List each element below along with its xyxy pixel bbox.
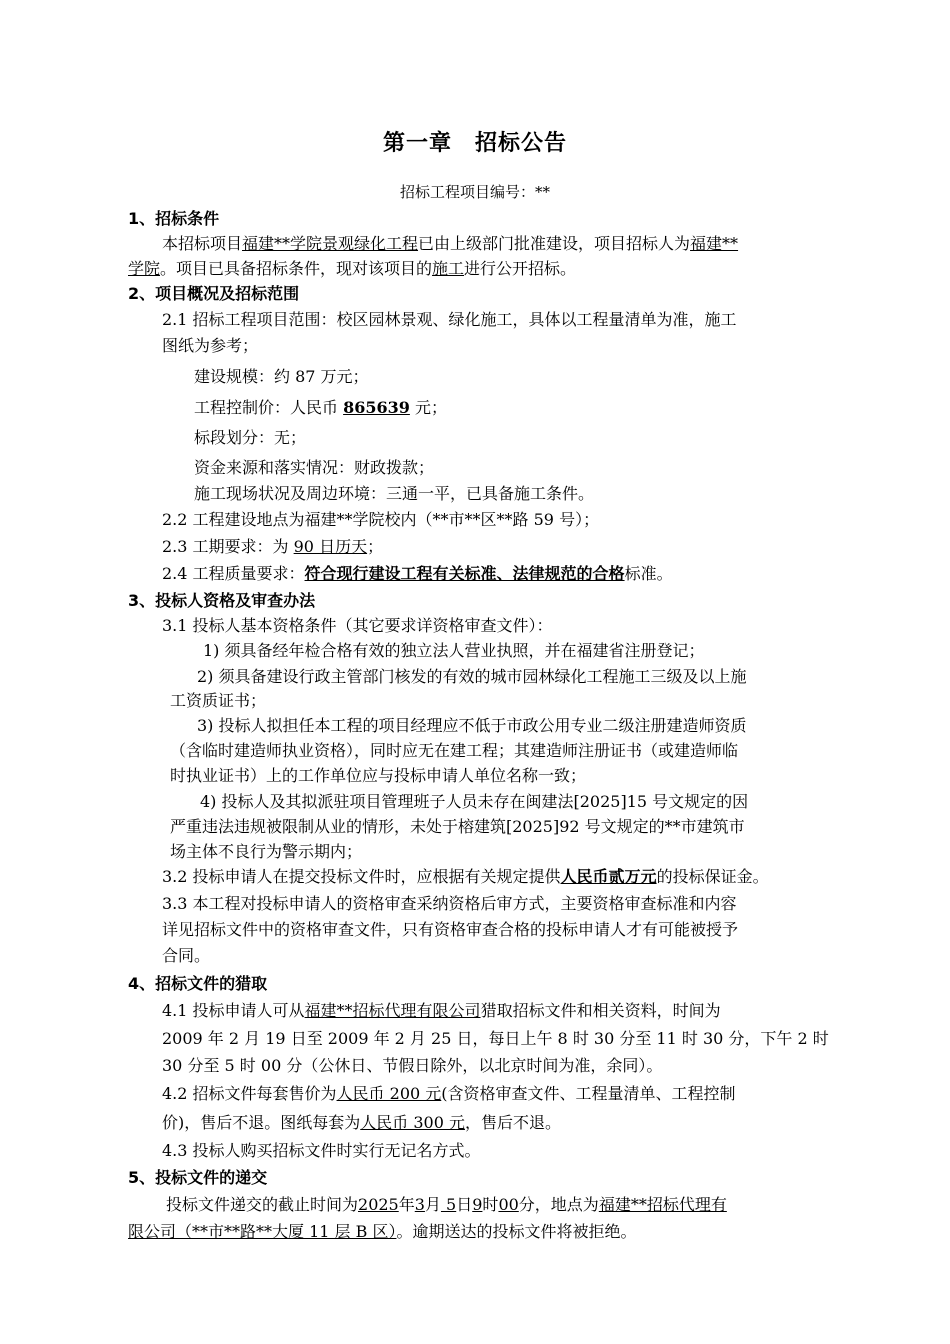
submission-place-part-2: 限公司（**市**路**大厦 11 层 B 区） [128, 1222, 397, 1241]
section-3-line-3-3-cont-1: 详见招标文件中的资格审查文件，只有资格审查合格的投标申请人才有可能被授予 [162, 920, 739, 939]
section-4-line-1: 4.1 投标申请人可从福建**招标代理有限公司猎取招标文件和相关资料，时间为 [162, 1001, 721, 1020]
qualification-item-4-cont-1: 严重违法违规被限制从业的情形，未处于榕建筑[2025]92 号文规定的**市建筑市 [170, 817, 745, 836]
section-5-line-2: 限公司（**市**路**大厦 11 层 B 区）。逾期送达的投标文件将被拒绝。 [128, 1222, 637, 1241]
construction-location: 2.2 工程建设地点为福建**学院校内（**市**区**路 59 号）； [162, 510, 600, 529]
drawing-price: 人民币 300 元 [360, 1113, 465, 1132]
section-4-line-3: 30 分至 5 时 00 分（公休日、节假日除外，以北京时间为准，余同）。 [162, 1056, 663, 1075]
qualification-item-3-cont-1: （含临时建造师执业资格），同时应无在建工程；其建造师注册证书（或建造师临 [170, 741, 739, 760]
qualification-item-3-cont-2: 时执业证书）上的工作单位应与投标申请人单位名称一致； [170, 766, 587, 785]
quality-requirement-value: 符合现行建设工程有关标准、法律规范的合格 [304, 564, 625, 583]
qualification-item-2-cont: 工资质证书； [170, 691, 267, 710]
section-2-line-1: 2.1 招标工程项目范围：校区园林景观、绿化施工，具体以工程量清单为准，施工 [162, 310, 737, 329]
section-3-line-3-3-cont-2: 合同。 [162, 946, 211, 965]
section-1-line-1: 本招标项目福建**学院景观绿化工程已由上级部门批准建设，项目招标人为福建** [162, 234, 739, 253]
document-price: 人民币 200 元 [336, 1084, 442, 1103]
site-conditions: 施工现场状况及周边环境：三通一平，已具备施工条件。 [194, 484, 595, 503]
project-number: 招标工程项目编号：** [399, 183, 550, 201]
control-price: 工程控制价：人民币 865639 元； [194, 398, 447, 417]
section-3-heading: 3、投标人资格及审查办法 [128, 591, 316, 610]
tenderer-name-part-2: 学院 [128, 259, 161, 278]
tender-scope-word: 施工 [432, 259, 465, 278]
deadline-minute: 00 [498, 1195, 519, 1214]
deadline-hour: 9 [472, 1195, 483, 1214]
quality-requirement: 2.4 工程质量要求：符合现行建设工程有关标准、法律规范的合格标准。 [162, 564, 673, 583]
fund-source: 资金来源和落实情况：财政拨款； [194, 458, 435, 477]
qualification-item-1: 1) 须具备经年检合格有效的独立法人营业执照，并在福建省注册登记； [203, 641, 705, 660]
construction-period-value: 90 日历天 [293, 537, 368, 556]
deadline-day: 5 [440, 1195, 457, 1214]
section-3-line-3-3: 3.3 本工程对投标申请人的资格审查采纳资格后审方式，主要资格审查标准和内容 [162, 894, 737, 913]
section-4-line-4: 4.2 招标文件每套售价为人民币 200 元(含资格审查文件、工程量清单、工程控制 [162, 1084, 736, 1103]
control-price-value: 865639 [343, 398, 410, 417]
deadline-year: 2025 [358, 1195, 399, 1214]
qualification-item-4: 4) 投标人及其拟派驻项目管理班子人员未存在闽建法[2025]15 号文规定的因 [200, 792, 749, 811]
bid-bond: 3.2 投标申请人在提交投标文件时，应根据有关规定提供人民币贰万元的投标保证金。 [162, 867, 769, 886]
section-4-line-6: 4.3 投标人购买招标文件时实行无记名方式。 [162, 1141, 481, 1160]
section-4-line-5: 价)，售后不退。图纸每套为人民币 300 元，售后不退。 [162, 1113, 561, 1132]
qualification-item-3: 3) 投标人拟担任本工程的项目经理应不低于市政公用专业二级注册建造师资质 [197, 716, 747, 735]
construction-scale: 建设规模：约 87 万元； [194, 367, 369, 386]
qualification-item-2: 2) 须具备建设行政主管部门核发的有效的城市园林绿化工程施工三级及以上施 [197, 667, 747, 686]
project-name: 福建**学院景观绿化工程 [242, 234, 419, 253]
chapter-title: 第一章 招标公告 [382, 131, 567, 156]
submission-place-part-1: 福建**招标代理有 [598, 1195, 727, 1214]
section-2-line-2: 图纸为参考； [162, 336, 259, 355]
section-3-line-1: 3.1 投标人基本资格条件（其它要求详资格审查文件）： [162, 616, 553, 635]
section-1-heading: 1、招标条件 [128, 209, 220, 228]
section-5-line-1: 投标文件递交的截止时间为2025年3月 5日9时00分，地点为福建**招标代理有 [166, 1195, 727, 1214]
agency-name: 福建**招标代理有限公司 [304, 1001, 481, 1020]
construction-period: 2.3 工期要求：为 90 日历天； [162, 537, 384, 556]
section-4-line-2: 2009 年 2 月 19 日至 2009 年 2 月 25 日，每日上午 8 时 30 分至 11 时 30 分，下午 2 时 [162, 1029, 829, 1048]
section-5-heading: 5、投标文件的递交 [128, 1168, 268, 1187]
deadline-month: 3 [414, 1195, 425, 1214]
bid-bond-amount: 人民币贰万元 [560, 867, 657, 886]
section-4-heading: 4、招标文件的猎取 [128, 974, 268, 993]
lot-division: 标段划分：无； [194, 428, 307, 447]
tenderer-name-part-1: 福建** [690, 234, 739, 253]
section-1-line-2: 学院。项目已具备招标条件，现对该项目的施工进行公开招标。 [128, 259, 577, 278]
section-2-heading: 2、项目概况及招标范围 [128, 284, 300, 303]
qualification-item-4-cont-2: 场主体不良行为警示期内； [170, 842, 363, 861]
